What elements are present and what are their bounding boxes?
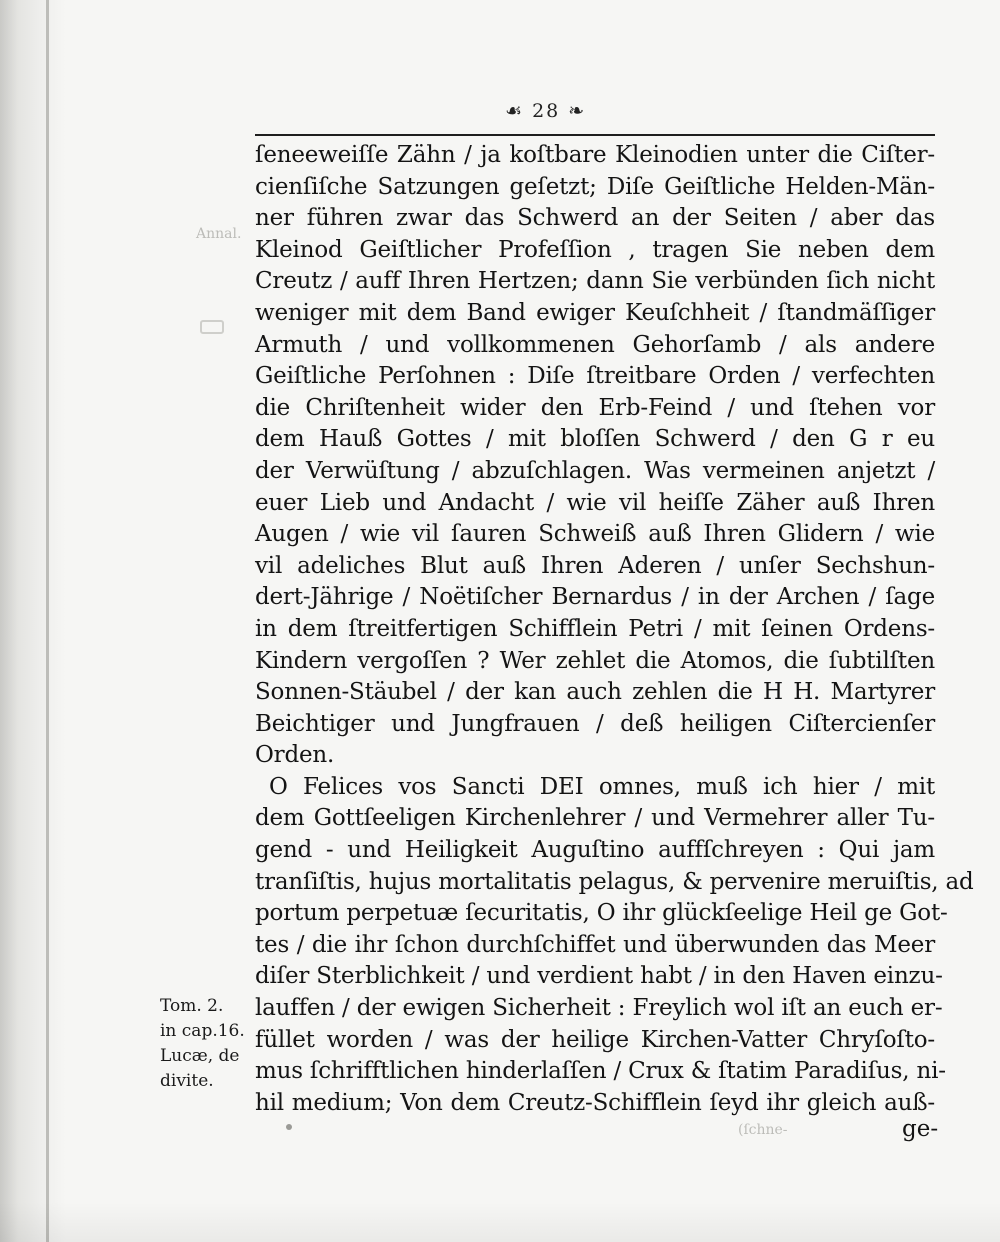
text-line: dem Gottſeeligen Kirchenlehrer / und Vermehrer aller Tu- — [255, 805, 935, 832]
text-line: Beichtiger und Jungfrauen / deß heiligen Ciſtercienſer — [255, 710, 935, 737]
page-shadow — [0, 1202, 1000, 1242]
body-text — [255, 140, 974, 1119]
margin-note-line: Tom. 2. — [160, 996, 224, 1016]
text-line: Orden. — [255, 742, 335, 769]
text-line: lauffen / der ewigen Sicherheit : Freylich wol iſt an euch er- — [255, 995, 943, 1022]
bleed-through-text: (ſchne- — [738, 1122, 788, 1138]
ink-speck — [286, 1124, 292, 1130]
bleed-through-mark — [200, 320, 224, 334]
margin-note-line: in cap.16. — [160, 1021, 245, 1041]
text-line: dem Hauß Gottes / mit bloſſen Schwerd / den G r eu — [255, 426, 935, 453]
bleed-through-text: Annal. — [196, 226, 242, 242]
text-line: euer Lieb und Andacht / wie vil heiſſe Zäher auß Ihren — [255, 489, 935, 516]
text-line: Sonnen-Stäubel / der kan auch zehlen die H H. Martyrer — [255, 679, 935, 706]
text-line: Creutz / auff Ihren Hertzen; dann Sie verbünden ſich nicht — [255, 268, 935, 295]
catchword: ge- — [902, 1116, 939, 1142]
text-line: tranſiſtis, hujus mortalitatis pelagus, & pervenire meruiſtis, ad — [255, 868, 974, 895]
page-gutter — [0, 0, 66, 1242]
text-line: ſeneeweiſſe Zähn / ja koſtbare Kleinodien unter die Ciſter- — [255, 142, 935, 168]
text-line: O Felices vos Sancti DEI omnes, muß ich hier / mit — [269, 773, 935, 800]
text-line: hil medium; Von dem Creutz-Schifflein ſeyd ihr gleich auß- — [255, 1089, 935, 1116]
margin-note — [160, 994, 252, 1094]
text-line: ner führen zwar das Schwerd an der Seiten / aber das — [255, 205, 935, 232]
margin-note-line: Lucæ, de — [160, 1046, 240, 1066]
text-line: vil adeliches Blut auß Ihren Aderen / unſer Sechshun- — [255, 552, 935, 579]
text-line: gend - und Heiligkeit Auguſtino auffſchreyen : Qui jam — [255, 837, 935, 864]
text-line: tes / die ihr ſchon durchſchiffet und überwunden das Meer — [255, 931, 935, 958]
text-line: mus ſchrifftlichen hinderlaſſen / Crux & ſtatim Paradiſus, ni- — [255, 1058, 946, 1085]
text-line: Kleinod Geiſtlicher Profeſſion , tragen Sie neben dem — [255, 236, 935, 263]
text-line: der Verwüſtung / abzuſchlagen. Was vermeinen anjetzt / — [255, 457, 935, 484]
text-line: dert-Jährige / Noëtiſcher Bernardus / in der Archen / ſage — [255, 584, 935, 611]
text-line: füllet worden / was der heilige Kirchen-Vatter Chryſoſto- — [255, 1026, 935, 1053]
text-line: portum perpetuæ ſecuritatis, O ihr glückſeelige Heil ge Got- — [255, 900, 948, 927]
text-line: die Chriſtenheit wider den Erb-Feind / und ſtehen vor — [255, 394, 935, 421]
text-line: Augen / wie vil ſauren Schweiß auß Ihren Glidern / wie — [255, 521, 935, 548]
text-line: diſer Sterblichkeit / und verdient habt / in den Haven einzu- — [255, 963, 943, 990]
text-line: Armuth / und vollkommenen Gehorſamb / als andere — [255, 331, 935, 358]
header-rule — [255, 134, 935, 136]
text-line: in dem ſtreitfertigen Schifflein Petri / mit ſeinen Ordens- — [255, 615, 935, 642]
margin-note-line: divite. — [160, 1071, 214, 1091]
text-line: Kindern vergoſſen ? Wer zehlet die Atomos, die ſubtilſten — [255, 647, 935, 674]
text-line: weniger mit dem Band ewiger Keuſchheit / ſtandmäſſiger — [255, 299, 935, 326]
binding-edge — [46, 0, 49, 1242]
text-line: Geiſtliche Perſohnen : Diſe ſtreitbare Orden / verfechten — [255, 363, 935, 390]
text-line: cienſiſche Satzungen geſetzt; Diſe Geiſtliche Helden-Män- — [255, 173, 935, 200]
page-number-header: ☙ 28 ❧ — [505, 100, 587, 122]
